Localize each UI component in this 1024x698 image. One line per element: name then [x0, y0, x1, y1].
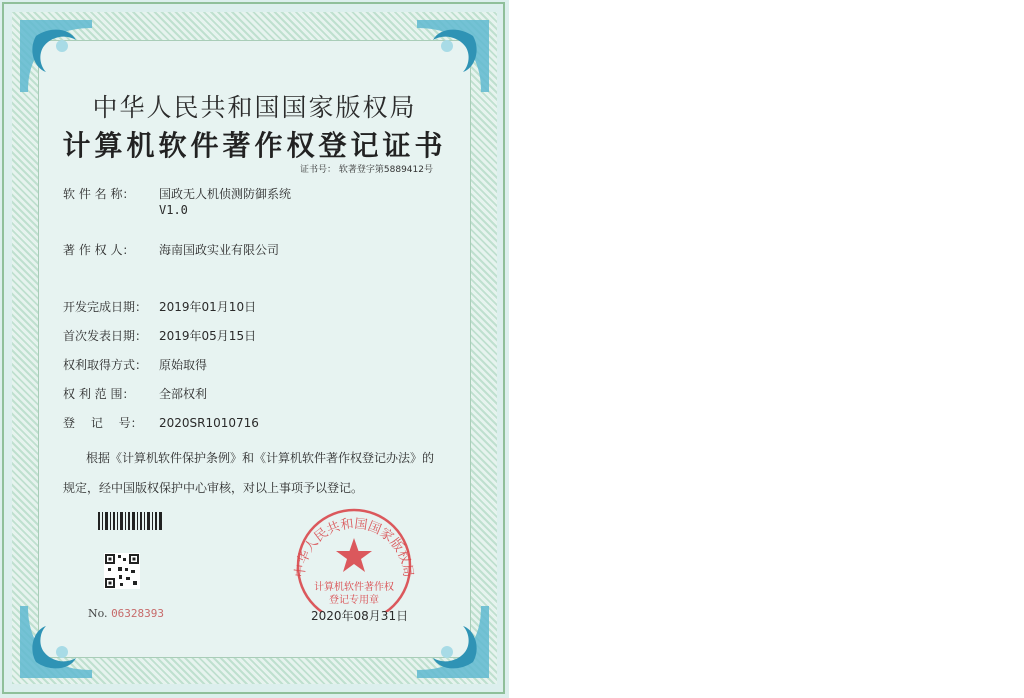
dev-date-label: 开发完成日期： [63, 300, 148, 314]
issue-date: 2020年08月31日 [311, 609, 409, 623]
serial-number [88, 607, 164, 620]
owner-value: 海南国政实业有限公司 [159, 243, 280, 257]
statement-line-1: 根据《计算机软件保护条例》和《计算机软件著作权登记办法》的 [86, 451, 435, 465]
acquisition-label: 权利取得方式： [63, 358, 148, 372]
serial-value: 06328393 [111, 607, 165, 620]
software-name-value: 国政无人机侦测防御系统 [159, 187, 292, 201]
software-name-row [63, 185, 291, 202]
issuing-authority-title: 中华人民共和国国家版权局 [92, 93, 417, 122]
seal-arc-text: 中华人民共和国国家版权局 [292, 516, 416, 579]
registration-label: 登 记 号： [63, 416, 143, 430]
certificate-number-value: 软著登字第5889412号 [338, 165, 433, 175]
scope-row [63, 385, 207, 402]
corner-scroll-icon [413, 16, 493, 96]
serial-label: No. [88, 607, 108, 620]
qr-code-icon [104, 553, 140, 589]
software-name-label: 软 件 名 称： [63, 187, 135, 201]
statement-line-2: 规定，经中国版权保护中心审核，对以上事项予以登记。 [63, 481, 364, 495]
seal-text-line-1: 计算机软件著作权 [314, 582, 394, 593]
dev-date-row [63, 298, 256, 315]
registration-row [63, 414, 259, 431]
certificate-number [300, 162, 433, 175]
scope-value: 全部权利 [159, 387, 208, 401]
dev-date-value: 2019年01月10日 [159, 300, 257, 314]
pub-date-row [63, 327, 256, 344]
barcode-icon [98, 512, 162, 530]
owner-label: 著 作 权 人： [63, 243, 135, 257]
pub-date-value: 2019年05月15日 [159, 329, 257, 343]
corner-scroll-icon [16, 16, 96, 96]
software-version: V1.0 [159, 203, 188, 217]
certificate [0, 0, 509, 698]
corner-scroll-icon [16, 602, 96, 682]
certificate-title: 计算机软件著作权登记证书 [62, 129, 447, 162]
registration-value: 2020SR1010716 [159, 416, 259, 430]
pub-date-label: 首次发表日期： [63, 329, 148, 343]
seal-text-line-2: 登记专用章 [329, 595, 379, 606]
certificate-number-label: 证书号： [300, 165, 337, 175]
owner-row [63, 241, 279, 258]
acquisition-row [63, 356, 207, 373]
corner-scroll-icon [413, 602, 493, 682]
official-seal-icon [292, 508, 416, 612]
scope-label: 权 利 范 围： [63, 387, 135, 401]
acquisition-value: 原始取得 [159, 358, 208, 372]
